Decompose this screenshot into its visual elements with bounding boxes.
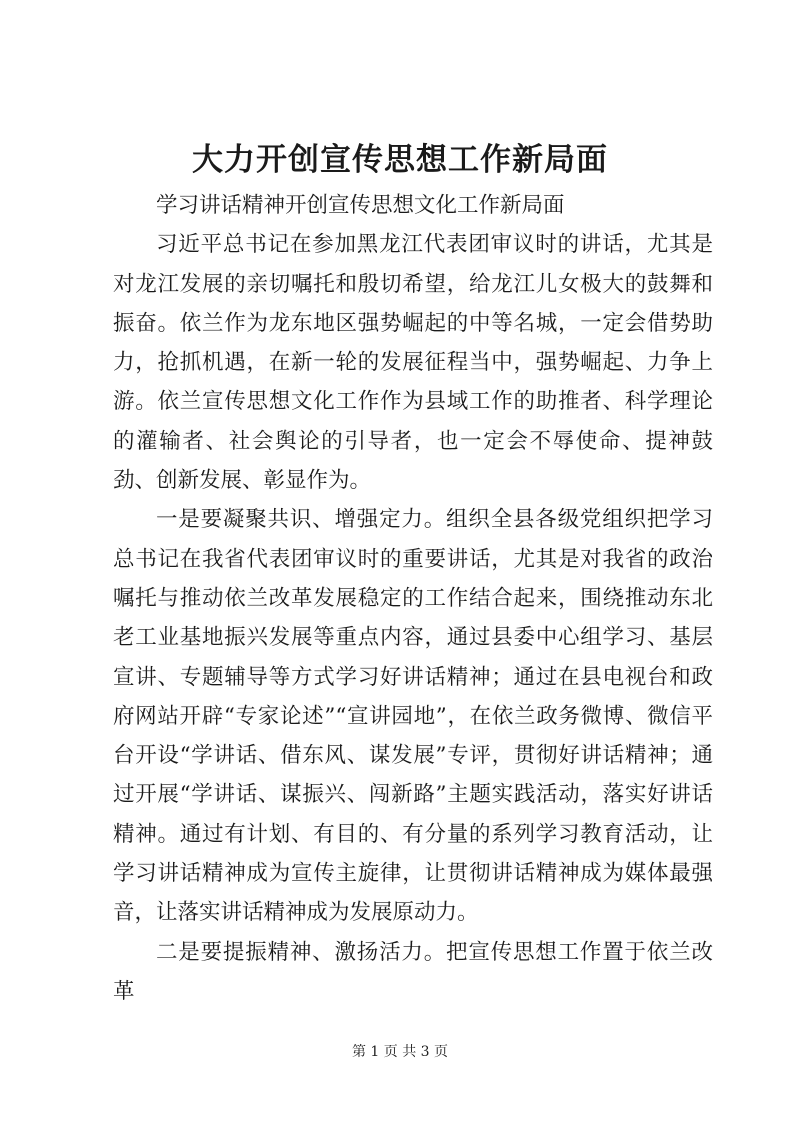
- subtitle-paragraph: 学习讲话精神开创宣传思想文化工作新局面: [156, 193, 565, 218]
- document-title: 大力开创宣传思想工作新局面: [192, 142, 608, 178]
- page-number-footer: 第 1 页 共 3 页: [351, 1044, 449, 1060]
- body-paragraph: 习近平总书记在参加黑龙江代表团审议时的讲话，尤其是对龙江发展的亲切嘱托和殷切希望，给龙江儿女极大的鼓舞和振奋。依兰作为龙东地区强势崛起的中等名城，一定会借势助力，抢抓机遇，在新一轮的发展征程当中，强势崛起、力争上游。依兰宣传思想文化工作作为县域工作的助推者、科学理论的灌输者、社会舆论的引导者，也一定会不辱使命、提神鼓劲、创新发展、彰显作为。: [113, 232, 713, 494]
- document-body: [113, 186, 713, 1011]
- body-paragraph: 二是要提振精神、激扬活力。把宣传思想工作置于依兰改革: [113, 939, 713, 1004]
- body-paragraph: 一是要凝聚共识、增强定力。组织全县各级党组织把学习总书记在我省代表团审议时的重要讲话，尤其是对我省的政治嘱托与推动依兰改革发展稳定的工作结合起来，围绕推动东北老工业基地振兴发展等重点内容，通过县委中心组学习、基层宣讲、专题辅导等方式学习好讲话精神；通过在县电视台和政府网站开辟“专家论述”“宣讲园地”，在依兰政务微博、微信平台开设“学讲话、借东风、谋发展”专评，贯彻好讲话精神；通过开展“学讲话、谋振兴、闯新路”主题实践活动，落实好讲话精神。通过有计划、有目的、有分量的系列学习教育活动，让学习讲话精神成为宣传主旋律，让贯彻讲话精神成为媒体最强音，让落实讲话精神成为发展原动力。: [113, 507, 713, 926]
